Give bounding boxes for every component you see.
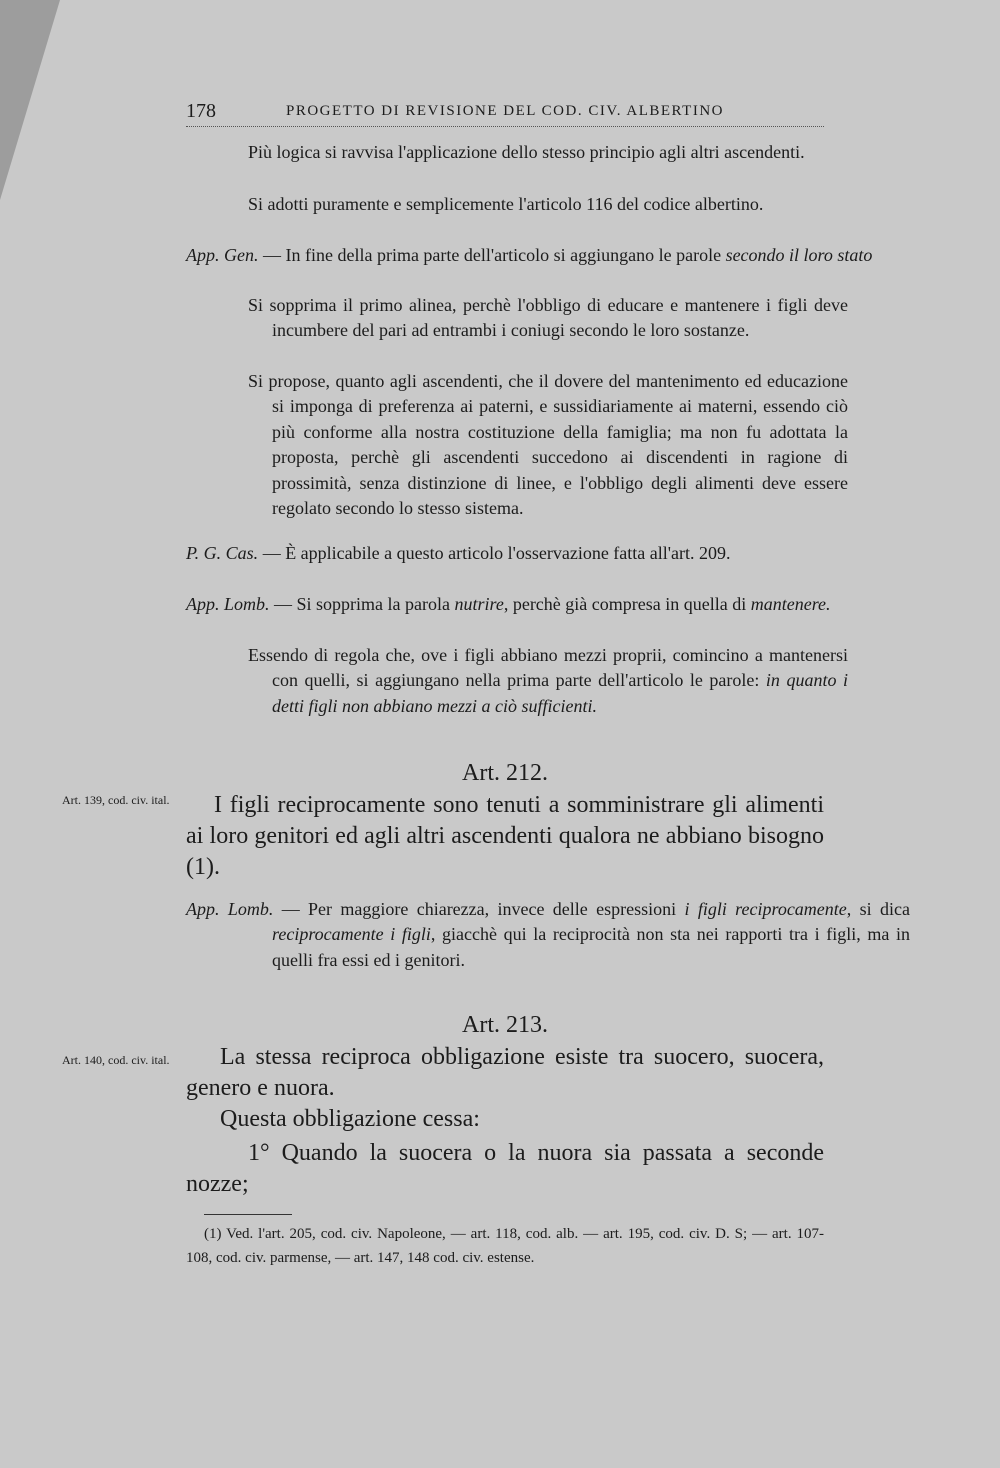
paragraph-1	[248, 140, 848, 165]
page-header	[186, 100, 824, 127]
footnote-rule	[204, 1214, 292, 1215]
folded-corner	[0, 0, 60, 200]
paragraph-8-italic: in quanto i detti figli non abbiano mezzi a ciò sufficienti.	[272, 670, 848, 716]
article-213-heading: Art. 213.	[462, 1012, 548, 1038]
article-212-comment-italic-a: i figli reciprocamente	[684, 899, 847, 919]
paragraph-2-text: Si adotti puramente e semplicemente l'articolo 116 del codice albertino.	[248, 194, 764, 214]
article-212-comment-text-c: , giacchè qui la reciprocità non sta nei rapporti tra i figli, ma in quelli fra essi ed i genitori.	[272, 924, 910, 970]
paragraph-3-italic: secondo il loro stato	[725, 245, 873, 265]
page-number: 178	[186, 100, 216, 122]
paragraph-5-text: Si propose, quanto agli ascendenti, che il dovere del mantenimento ed educazione si imponga di preferenza ai paterni, e sussidiariamente ai materni, essendo ciò più conforme alla nostra costituzione della famiglia; ma non fu adottata la proposta, perchè gli ascendenti succedono ai discendenti in ragione di prossimità, senza distinzione di linee, e l'obbligo degli alimenti deve essere regolato secondo lo stesso sistema.	[248, 371, 848, 519]
article-212-heading: Art. 212.	[462, 760, 548, 786]
article-212-comment-italic-b: reciprocamente i figli	[272, 924, 431, 945]
running-title: PROGETTO DI REVISIONE DEL COD. CIV. ALBERTINO	[286, 103, 724, 119]
paragraph-5	[248, 369, 848, 521]
paragraph-7-text-b: , perchè già compresa in quella di	[503, 594, 751, 614]
article-212-comment-label: App. Lomb.	[186, 899, 274, 919]
paragraph-3	[186, 243, 910, 268]
article-212-text	[186, 790, 824, 883]
paragraph-6-text: — È applicabile a questo articolo l'osservazione fatta all'art. 209.	[258, 543, 731, 563]
article-212-comment-text-a: — Per maggiore chiarezza, invece delle espressioni	[273, 899, 685, 919]
article-213-text-2: Questa obbligazione cessa:	[220, 1106, 480, 1132]
article-212-comment-text-b: , si dica	[846, 899, 910, 919]
paragraph-7-text-a: — Si sopprima la parola	[269, 594, 455, 614]
paragraph-7-italic-b: mantenere.	[750, 594, 831, 614]
article-213-text-3: 1° Quando la suocera o la nuora sia passata a seconde nozze;	[186, 1140, 824, 1197]
footnote-reference: (1).	[186, 854, 220, 880]
paragraph-8	[248, 643, 848, 719]
paragraph-8-text: Essendo di regola che, ove i figli abbiano mezzi proprii, comincino a mantenersi con quelli, si aggiungano nella prima parte dell'articolo le parole:	[248, 645, 848, 691]
paragraph-6	[186, 541, 910, 566]
article-213-margin-note: Art. 140, cod. civ. ital.	[62, 1053, 170, 1067]
paragraph-4-text: Si sopprima il primo alinea, perchè l'obbligo di educare e mantenere i figli deve incumbere del pari ad entrambi i coniugi secondo le loro sostanze.	[248, 295, 848, 341]
paragraph-2	[248, 192, 848, 217]
article-212-margin-note: Art. 139, cod. civ. ital.	[62, 793, 170, 807]
paragraph-6-label: P. G. Cas.	[186, 543, 259, 563]
article-212-comment	[186, 897, 910, 973]
footnote: (1) Ved. l'art. 205, cod. civ. Napoleone, — art. 118, cod. alb. — art. 195, cod. civ. D. S; — art. 107-108, cod. civ. parmense, — art. 147, 148 cod. civ. estense.	[186, 1226, 824, 1266]
paragraph-7	[186, 592, 910, 617]
article-213-text: La stessa reciproca obbligazione esiste tra suocero, suocera, genero e nuora.	[186, 1044, 824, 1101]
paragraph-3-text: — In fine della prima parte dell'articolo si aggiungano le parole	[258, 245, 726, 265]
paragraph-7-italic-a: nutrire	[454, 594, 504, 614]
paragraph-4	[248, 293, 848, 344]
article-212-body: I figli reciprocamente sono tenuti a somministrare gli alimenti ai loro genitori ed agli altri ascendenti qualora ne abbiano bisogno	[186, 792, 824, 849]
paragraph-7-label: App. Lomb.	[186, 594, 270, 614]
paragraph-3-label: App. Gen.	[186, 245, 259, 265]
paragraph-1-text: Più logica si ravvisa l'applicazione dello stesso principio agli altri ascendenti.	[248, 142, 805, 162]
